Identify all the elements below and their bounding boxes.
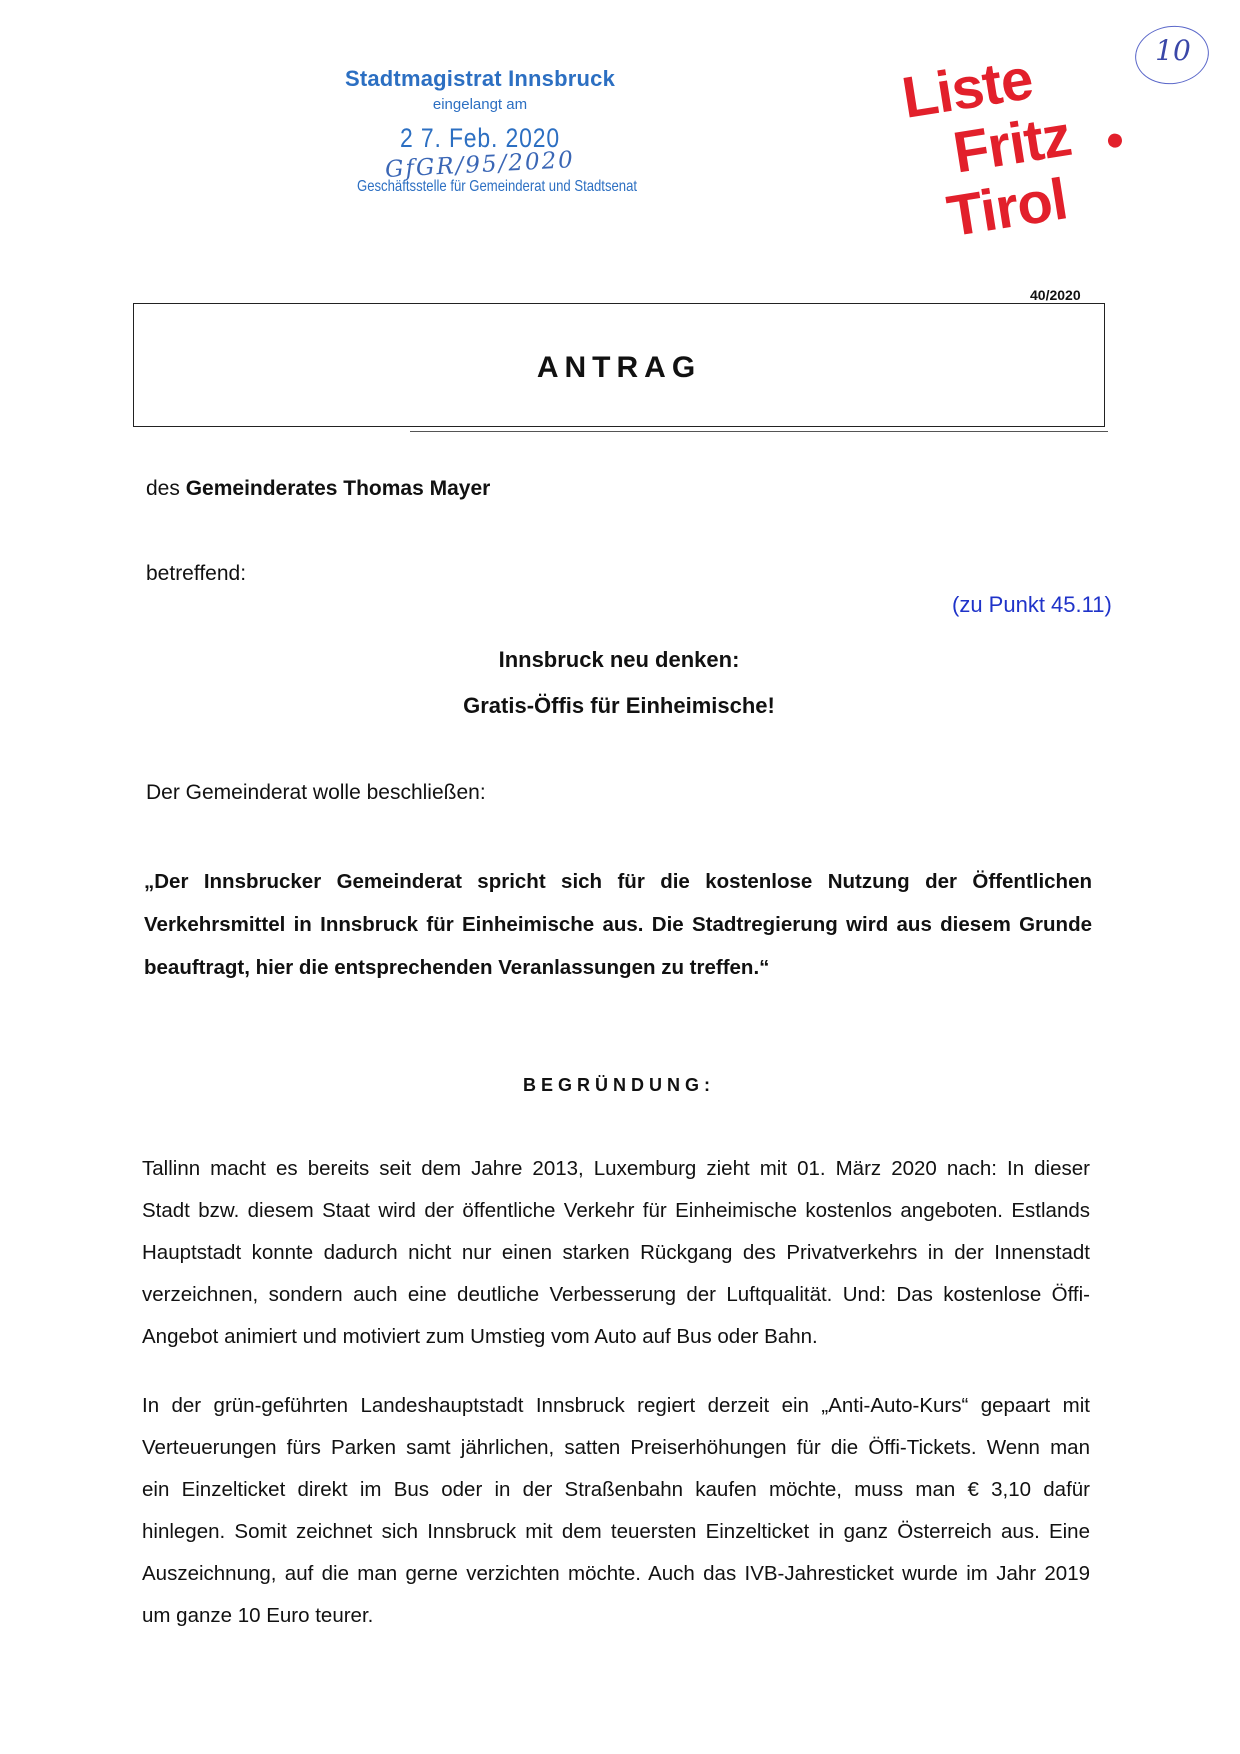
- stamp-date: 2 7. Feb. 2020: [400, 123, 560, 153]
- stamp-organization: Stadtmagistrat Innsbruck: [344, 66, 616, 91]
- paragraph-line: hinlegen. Somit zeichnet sich Innsbruck mit dem teuersten Einzelticket in ganz Österreich aus. Eine: [142, 1520, 1090, 1543]
- justification-heading: BEGRÜNDUNG:: [523, 1075, 715, 1095]
- applicant-prefix: des: [146, 477, 186, 500]
- logo-dot: [1107, 133, 1123, 149]
- agenda-reference: (zu Punkt 45.11): [952, 592, 1112, 617]
- paragraph-line: um ganze 10 Euro teurer.: [142, 1604, 374, 1627]
- logo-line-tirol: Tirol: [942, 166, 1072, 250]
- party-logo: [898, 36, 1151, 298]
- regarding-label: betreffend:: [146, 562, 247, 585]
- stamp-office: Geschäftsstelle für Gemeinderat und Stadtsenat: [357, 178, 638, 195]
- subject-line-2: Gratis-Öffis für Einheimische!: [463, 693, 775, 718]
- paragraph-line: verzeichnen, sondern auch eine deutliche Verbesserung der Luftqualität. Und: Das kostenlose Öffi-: [142, 1283, 1090, 1306]
- justification-paragraph-2: [142, 1385, 1090, 1637]
- resolution-line: Verkehrsmittel in Innsbruck für Einheimische aus. Die Stadtregierung wird aus diesem Grunde: [144, 913, 1092, 936]
- paragraph-line: Hauptstadt konnte dadurch nicht nur einen starken Rückgang des Privatverkehrs in der Innenstadt: [142, 1241, 1090, 1264]
- document-number: 40/2020: [1030, 287, 1081, 303]
- title-box-underline: [410, 431, 1108, 432]
- applicant-line: [146, 477, 490, 501]
- paragraph-line: Stadt bzw. diesem Staat wird der öffentliche Verkehr für Einheimische kostenlos angeboten. Estlands: [142, 1199, 1090, 1222]
- logo-line-liste: Liste: [897, 46, 1037, 131]
- handwritten-number: 10: [1155, 34, 1191, 67]
- paragraph-line: Verteuerungen fürs Parken samt jährlichen, satten Preiserhöhungen für die Öffi-Tickets. Wenn man: [142, 1436, 1090, 1459]
- paragraph-line: Auszeichnung, auf die man gerne verzichten möchte. Auch das IVB-Jahresticket wurde im Jahr 2019: [142, 1562, 1090, 1585]
- resolution-intro: Der Gemeinderat wolle beschließen:: [146, 781, 486, 804]
- paragraph-line: ein Einzelticket direkt im Bus oder in der Straßenbahn kaufen möchte, muss man € 3,10 dafür: [142, 1478, 1090, 1501]
- paragraph-line: In der grün-geführten Landeshauptstadt Innsbruck regiert derzeit ein „Anti-Auto-Kurs“ gepaart mit: [142, 1394, 1090, 1417]
- page-title: ANTRAG: [536, 351, 702, 384]
- subject-line-1: Innsbruck neu denken:: [498, 647, 740, 672]
- paragraph-line: Angebot animiert und motiviert zum Umstieg vom Auto auf Bus oder Bahn.: [142, 1325, 818, 1348]
- applicant-name: Gemeinderates Thomas Mayer: [185, 477, 491, 500]
- logo-line-fritz: Fritz: [948, 102, 1076, 186]
- resolution-text: [144, 860, 1092, 989]
- justification-paragraph-1: [142, 1148, 1090, 1358]
- resolution-line: beauftragt, hier die entsprechenden Veranlassungen zu treffen.“: [144, 956, 770, 979]
- stamp-received-label: eingelangt am: [432, 96, 528, 113]
- received-stamp: [330, 66, 638, 196]
- paragraph-line: Tallinn macht es bereits seit dem Jahre 2013, Luxemburg zieht mit 01. März 2020 nach: In dieser: [142, 1157, 1090, 1180]
- stamp-reference: GfGR/95/2020: [384, 147, 576, 183]
- resolution-line: „Der Innsbrucker Gemeinderat spricht sich für die kostenlose Nutzung der Öffentlichen: [144, 870, 1092, 893]
